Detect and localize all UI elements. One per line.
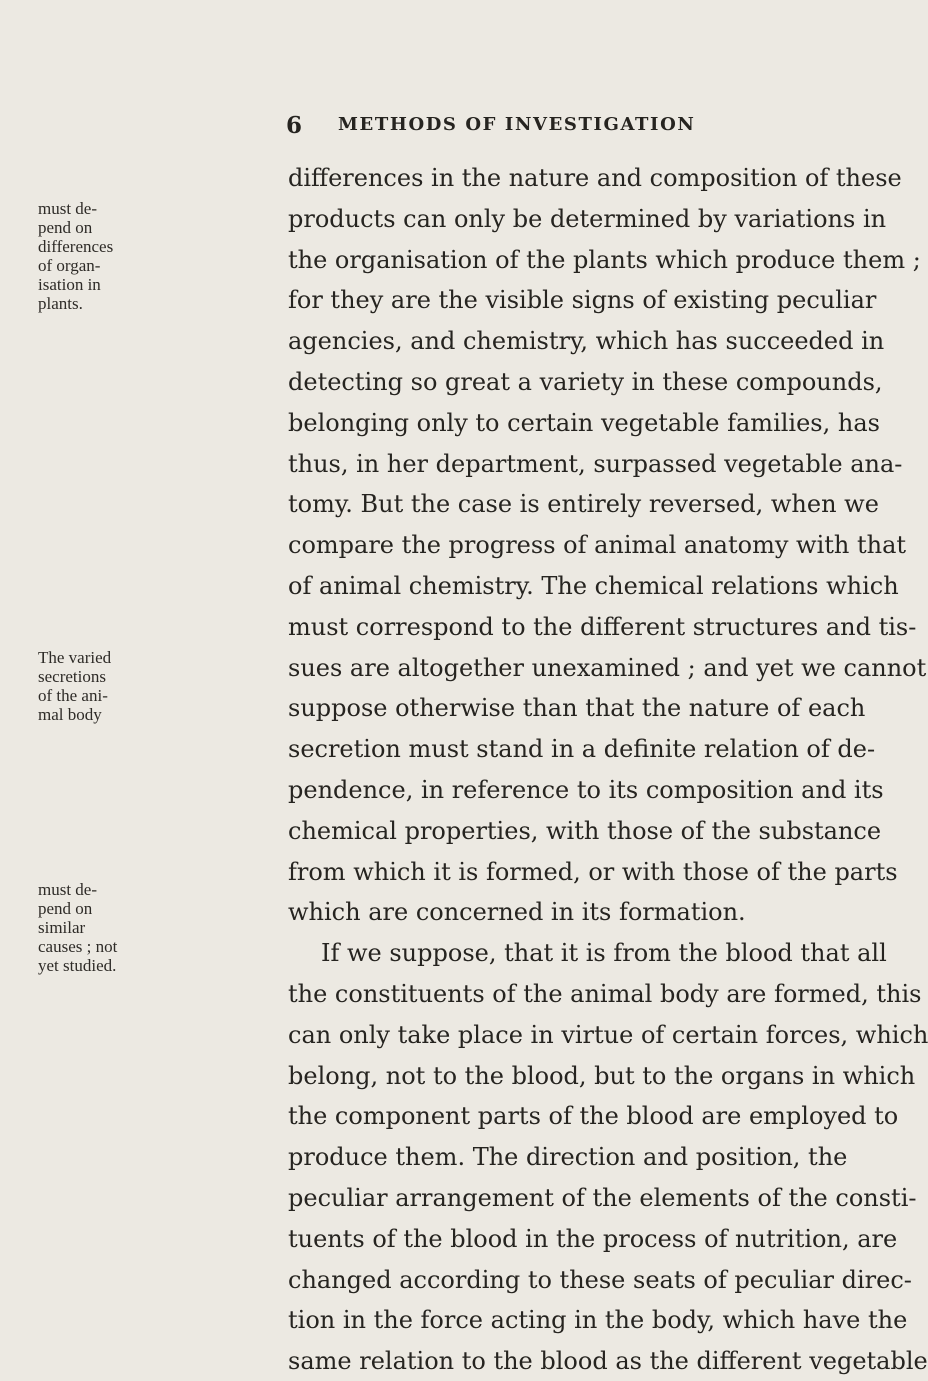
running-head-title: METHODS OF INVESTIGATION xyxy=(338,114,696,135)
margin-note-line: pend on xyxy=(38,218,93,237)
margin-note-varied-secretions xyxy=(38,648,128,724)
margin-note-line: must de- xyxy=(38,199,98,218)
body-line: detecting so great a variety in these compounds, xyxy=(288,368,883,396)
body-line: agencies, and chemistry, which has succeeded in xyxy=(288,327,885,356)
body-line: tomy. But the case is entirely reversed, when we xyxy=(288,490,879,519)
body-line: suppose otherwise than that the nature of each xyxy=(288,694,866,723)
body-line: of animal chemistry. The chemical relations which xyxy=(288,572,899,600)
margin-note-organisation-of-plants xyxy=(38,199,128,313)
margin-note-line: mal body xyxy=(38,705,102,724)
body-line: can only take place in virtue of certain forces, which xyxy=(288,1020,928,1049)
margin-note-line: of the ani- xyxy=(38,686,108,705)
body-line: which are concerned in its formation. xyxy=(288,898,746,927)
margin-note-line: secretions xyxy=(38,667,106,686)
body-line: chemical properties, with those of the substance xyxy=(288,816,882,845)
body-line: peculiar arrangement of the elements of the consti- xyxy=(288,1184,917,1212)
margin-note-line: differences xyxy=(38,237,114,256)
page-number: 6 xyxy=(286,112,305,139)
body-line: the organisation of the plants which produce them ; xyxy=(288,245,921,274)
body-line: belonging only to certain vegetable families, has xyxy=(288,408,880,437)
margin-note-line: causes ; not xyxy=(38,937,118,956)
margin-note-line: plants. xyxy=(38,294,83,313)
body-line: sues are altogether unexamined ; and yet we cannot xyxy=(288,653,927,682)
margin-note-line: isation in xyxy=(38,275,101,294)
running-head xyxy=(0,112,800,142)
body-line: same relation to the blood as the different vegetable xyxy=(288,1347,928,1376)
body-line: compare the progress of animal anatomy with that xyxy=(288,531,907,560)
body-line: from which it is formed, or with those of the parts xyxy=(288,857,898,886)
body-line: secretion must stand in a definite relation of de- xyxy=(288,735,876,764)
body-line: differences in the nature and composition of these xyxy=(288,164,902,192)
margin-note-line: similar xyxy=(38,918,86,937)
body-line: tuents of the blood in the process of nutrition, are xyxy=(288,1224,898,1253)
margin-note-line: of organ- xyxy=(38,256,101,275)
margin-note-line: must de- xyxy=(38,880,98,899)
body-line: thus, in her department, surpassed vegetable ana- xyxy=(288,449,903,478)
body-line: changed according to these seats of peculiar direc- xyxy=(288,1265,912,1294)
body-line: the component parts of the blood are employed to xyxy=(288,1102,899,1131)
body-line: for they are the visible signs of existing peculiar xyxy=(288,286,877,315)
body-line: products can only be determined by variations in xyxy=(288,204,887,233)
body-line: tion in the force acting in the body, which have the xyxy=(288,1306,908,1335)
body-line: belong, not to the blood, but to the organs in which xyxy=(288,1061,916,1090)
margin-note-similar-causes xyxy=(38,880,128,975)
body-line: pendence, in reference to its composition and its xyxy=(288,776,884,804)
margin-note-line: pend on xyxy=(38,899,93,918)
body-line: If we suppose, that it is from the blood that all xyxy=(321,939,887,968)
body-line: the constituents of the animal body are formed, this xyxy=(288,980,922,1008)
body-line: must correspond to the different structures and tis- xyxy=(288,612,917,641)
margin-note-line: yet studied. xyxy=(38,956,117,975)
margin-note-line: The varied xyxy=(38,648,112,667)
body-line: produce them. The direction and position, the xyxy=(288,1143,848,1172)
